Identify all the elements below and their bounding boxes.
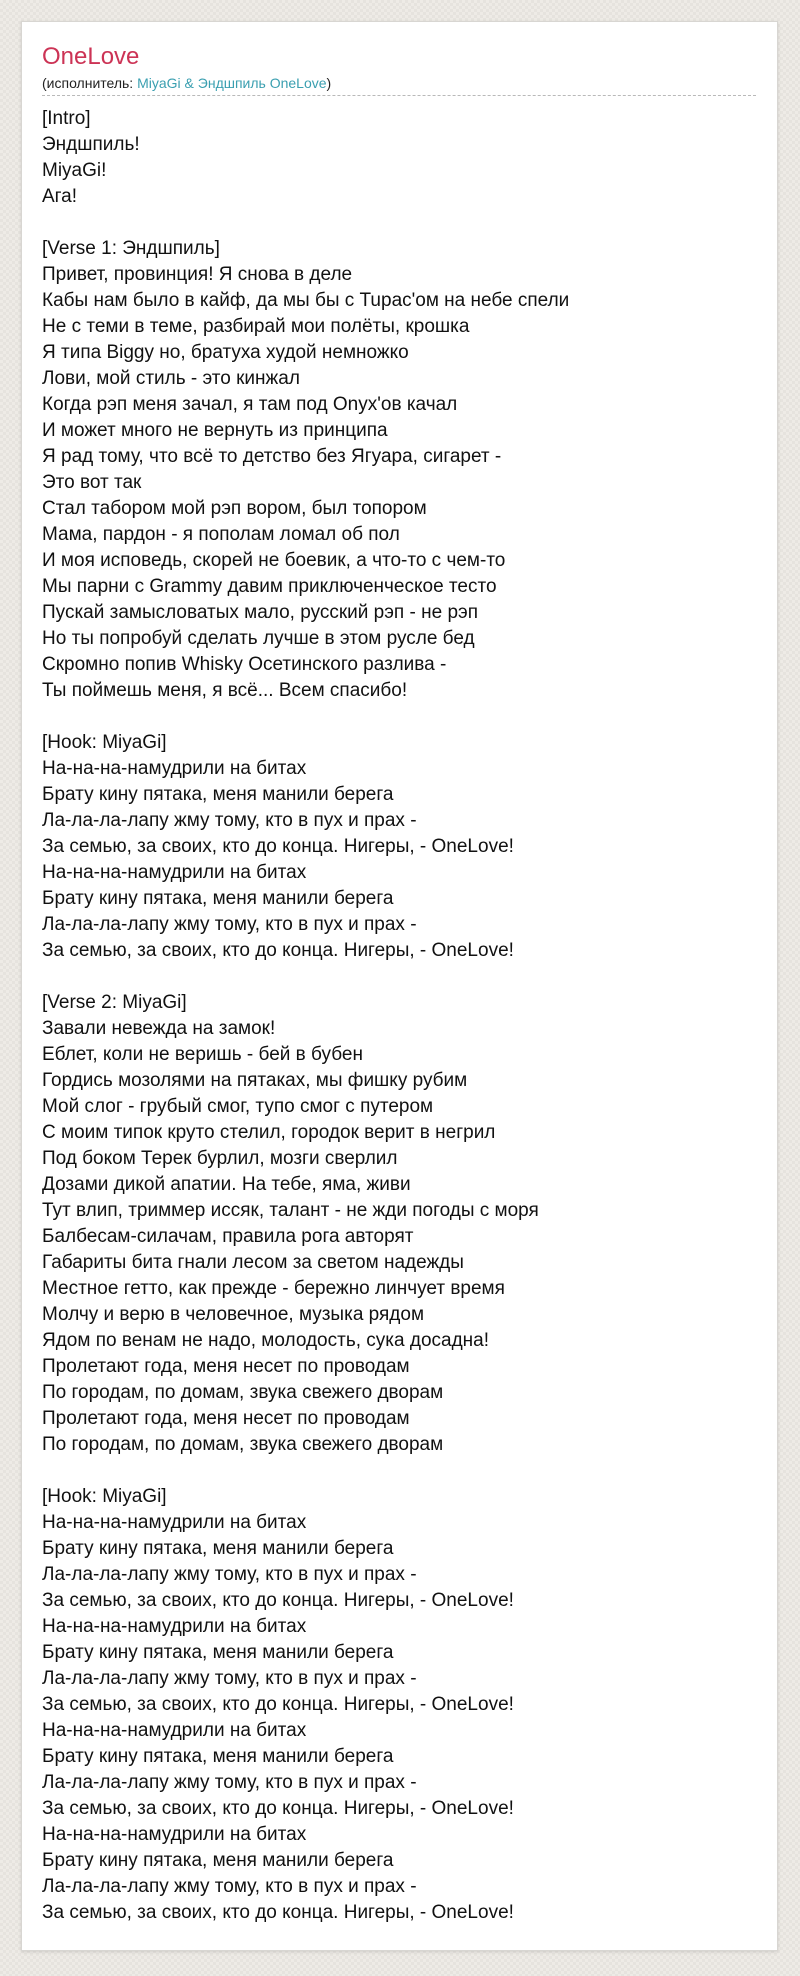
lyric-line: Ага! (42, 186, 78, 207)
lyric-line: Дозами дикой апатии. На тебе, яма, живи (42, 1174, 411, 1195)
lyric-line: На-на-на-намудрили на битах (42, 1616, 307, 1637)
lyric-line: Тут влип, триммер иссяк, талант - не жди погоды с моря (42, 1200, 539, 1221)
lyric-line: Брату кину пятака, меня манили берега (42, 1538, 394, 1559)
section-heading: [Verse 2: MiyaGi] (42, 992, 187, 1013)
lyric-line: На-на-на-намудрили на битах (42, 1720, 307, 1741)
lyric-line: Ты поймешь меня, я всё... Всем спасибо! (42, 680, 408, 701)
lyric-line: За семью, за своих, кто до конца. Нигеры, - OneLove! (42, 1902, 514, 1923)
lyrics-stanza (42, 236, 757, 704)
song-title: OneLove (42, 43, 140, 70)
lyric-line: С моим типок круто стелил, городок верит в негрил (42, 1122, 496, 1143)
lyric-line: И может много не вернуть из принципа (42, 420, 388, 441)
lyric-line: Мама, пардон - я пополам ломал об пол (42, 524, 400, 545)
lyrics-card (21, 21, 778, 1951)
lyric-line: Я типа Biggy но, братуха худой немножко (42, 342, 409, 363)
lyric-line: Пролетают года, меня несет по проводам (42, 1408, 410, 1429)
artist-prefix: (исполнитель: (42, 75, 138, 91)
lyric-line: Мой слог - грубый смог, тупо смог с путером (42, 1096, 434, 1117)
lyric-line: За семью, за своих, кто до конца. Нигеры, - OneLove! (42, 1694, 514, 1715)
lyrics-stanza (42, 990, 757, 1458)
lyric-line: Брату кину пятака, меня манили берега (42, 1850, 394, 1871)
lyric-line: Местное гетто, как прежде - бережно линчует время (42, 1278, 505, 1299)
section-heading: [Intro] (42, 108, 91, 129)
lyric-line: Лови, мой стиль - это кинжал (42, 368, 300, 389)
lyric-line: Ла-ла-ла-лапу жму тому, кто в пух и прах - (42, 1772, 417, 1793)
artist-line (42, 74, 756, 96)
lyric-line: Молчу и верю в человечное, музыка рядом (42, 1304, 425, 1325)
lyric-line: За семью, за своих, кто до конца. Нигеры, - OneLove! (42, 940, 514, 961)
lyric-line: Ядом по венам не надо, молодость, сука досадна! (42, 1330, 490, 1351)
artist-link[interactable]: MiyaGi & Эндшпиль OneLove (137, 75, 327, 91)
lyrics-body (42, 106, 757, 1926)
lyric-line: Я рад тому, что всё то детство без Ягуара, сигарет - (42, 446, 502, 467)
lyric-line: На-на-на-намудрили на битах (42, 758, 307, 779)
lyric-line: Ла-ла-ла-лапу жму тому, кто в пух и прах - (42, 914, 417, 935)
lyric-line: Габариты бита гнали лесом за светом надежды (42, 1252, 464, 1273)
lyric-line: Ла-ла-ла-лапу жму тому, кто в пух и прах - (42, 1876, 417, 1897)
lyric-line: На-на-на-намудрили на битах (42, 1824, 307, 1845)
lyric-line: Мы парни с Grammy давим приключенческое тесто (42, 576, 497, 597)
lyric-line: По городам, по домам, звука свежего дворам (42, 1434, 444, 1455)
lyric-line: Брату кину пятака, меня манили берега (42, 888, 394, 909)
lyric-line: Еблет, коли не веришь - бей в бубен (42, 1044, 363, 1065)
lyrics-stanza (42, 106, 757, 210)
lyric-line: За семью, за своих, кто до конца. Нигеры, - OneLove! (42, 836, 514, 857)
lyric-line: Ла-ла-ла-лапу жму тому, кто в пух и прах - (42, 1668, 417, 1689)
lyric-line: На-на-на-намудрили на битах (42, 1512, 307, 1533)
lyric-line: Брату кину пятака, меня манили берега (42, 1746, 394, 1767)
lyric-line: Под боком Терек бурлил, мозги сверлил (42, 1148, 398, 1169)
lyric-line: Балбесам-силачам, правила рога авторят (42, 1226, 414, 1247)
section-heading: [Hook: MiyaGi] (42, 732, 167, 753)
lyric-line: Ла-ла-ла-лапу жму тому, кто в пух и прах - (42, 810, 417, 831)
lyric-line: Пролетают года, меня несет по проводам (42, 1356, 410, 1377)
lyrics-stanza (42, 1484, 757, 1926)
lyric-line: Ла-ла-ла-лапу жму тому, кто в пух и прах - (42, 1564, 417, 1585)
lyric-line: Брату кину пятака, меня манили берега (42, 784, 394, 805)
lyric-line: Когда рэп меня зачал, я там под Onyx'ов качал (42, 394, 458, 415)
lyric-line: Эндшпиль! (42, 134, 140, 155)
lyric-line: MiyaGi! (42, 160, 107, 181)
lyric-line: Не с теми в теме, разбирай мои полёты, крошка (42, 316, 470, 337)
artist-suffix: ) (326, 75, 332, 91)
lyric-line: По городам, по домам, звука свежего дворам (42, 1382, 444, 1403)
lyric-line: Скромно попив Whisky Осетинского разлива - (42, 654, 447, 675)
lyric-line: Это вот так (42, 472, 142, 493)
lyric-line: За семью, за своих, кто до конца. Нигеры, - OneLove! (42, 1798, 514, 1819)
lyric-line: Кабы нам было в кайф, да мы бы с Tupac'ом на небе спели (42, 290, 570, 311)
lyric-line: На-на-на-намудрили на битах (42, 862, 307, 883)
lyrics-stanza (42, 730, 757, 964)
section-heading: [Verse 1: Эндшпиль] (42, 238, 220, 259)
lyric-line: И моя исповедь, скорей не боевик, а что-то с чем-то (42, 550, 506, 571)
lyric-line: Завали невежда на замок! (42, 1018, 276, 1039)
lyric-line: Гордись мозолями на пятаках, мы фишку рубим (42, 1070, 468, 1091)
lyric-line: Стал табором мой рэп вором, был топором (42, 498, 427, 519)
lyric-line: Брату кину пятака, меня манили берега (42, 1642, 394, 1663)
lyric-line: Привет, провинция! Я снова в деле (42, 264, 353, 285)
lyric-line: Пускай замысловатых мало, русский рэп - не рэп (42, 602, 478, 623)
lyric-line: Но ты попробуй сделать лучше в этом русле бед (42, 628, 475, 649)
section-heading: [Hook: MiyaGi] (42, 1486, 167, 1507)
lyric-line: За семью, за своих, кто до конца. Нигеры, - OneLove! (42, 1590, 514, 1611)
